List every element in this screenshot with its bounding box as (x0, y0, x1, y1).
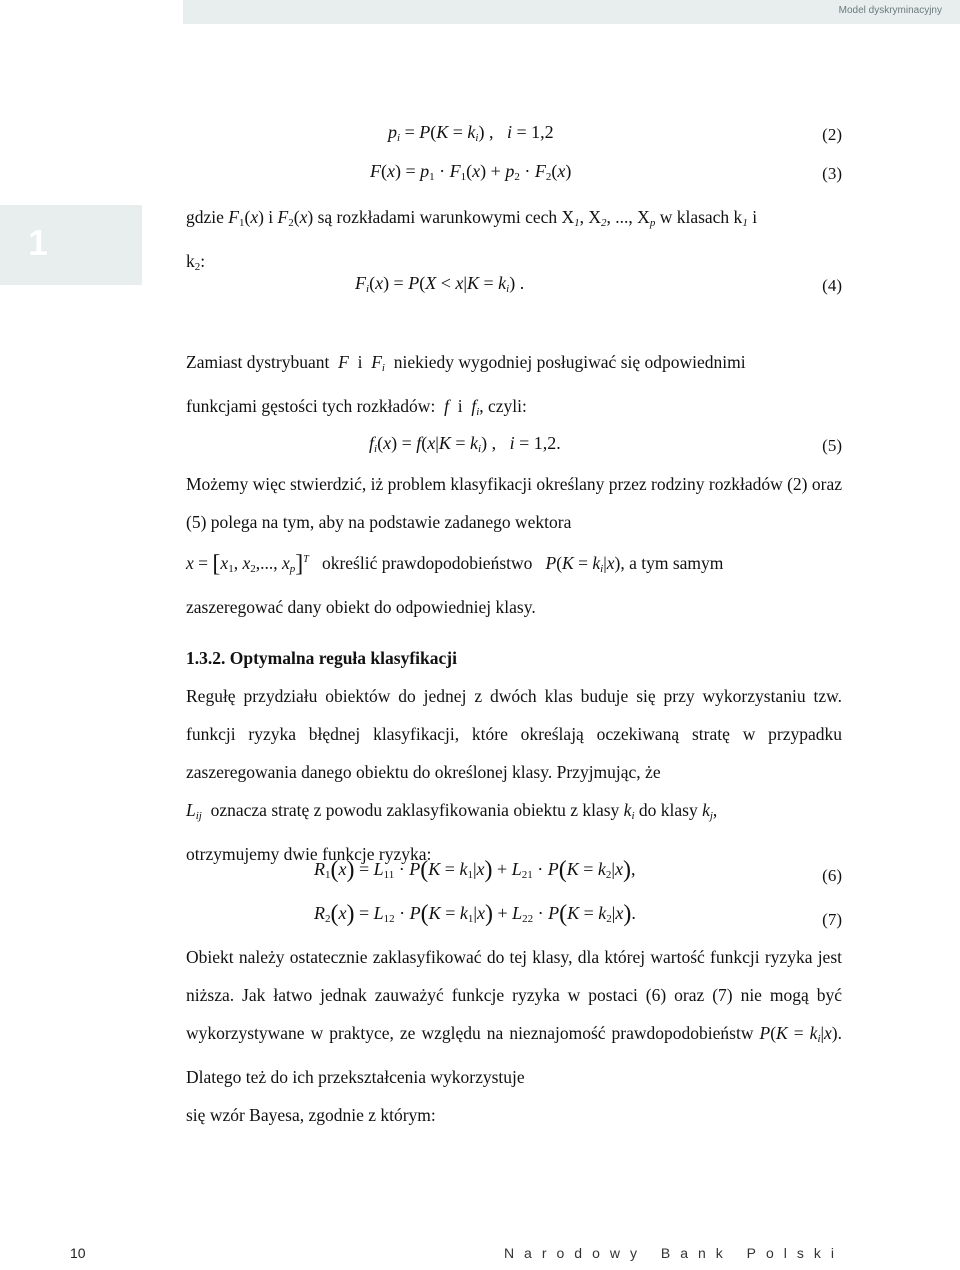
equation-3-label: (3) (822, 164, 842, 183)
equation-6: $R_1(x) = L_{11} \cdot P(K = k_1|x) + L_{21} \cdot P(K = k_2|x)$, (314, 857, 636, 883)
p1-classes: w klasach k (659, 207, 743, 227)
chapter-tab (0, 205, 142, 285)
p4-text-b: oznacza stratę z powodu zaklasyfikowania obiektu z klasy (210, 800, 620, 820)
p3-text-a: Możemy więc stwierdzić, iż problem klasyfikacji określany przez rodziny rozkładów (2) oraz (5) polega na tym, aby na podstawie zadanego wektora (186, 474, 842, 532)
p2-text-d: , czyli: (479, 396, 527, 416)
p1-gdzie: gdzie (186, 207, 224, 227)
equation-2-label: (2) (822, 125, 842, 144)
header-bar (183, 0, 960, 24)
paragraph-bayes: Obiekt należy ostatecznie zaklasyfikować do tej klasy, dla której wartość funkcji ryzyka jest niższa. Jak łatwo jednak zauważyć funkcje ryzyka w postaci (6) oraz (7) nie mogą być wykorzystywane w praktyce, ze względu na nieznajomość prawdopodobieństw $P(K = k_i|x)$. Dlatego też do ich przekształcenia wykorzystuje się wzór Bayesa, zgodnie z którym: (186, 947, 842, 1125)
paragraph-densities: Zamiast dystrybuant F i $F_i$ niekiedy wygodniej posługiwać się odpowiednimi funkcjami gęstości tych rozkładów: f i $f_i$, czyli: (186, 352, 746, 418)
equation-4-label: (4) (822, 276, 842, 295)
p2-text-c: funkcjami gęstości tych rozkładów: (186, 396, 436, 416)
p1-and: i (268, 207, 274, 227)
equation-6-label: (6) (822, 866, 842, 885)
equation-2: $p_i = P(K = k_i)$ , i = 1,2 (388, 122, 554, 144)
paragraph-problem: Możemy więc stwierdzić, iż problem klasyfikacji określany przez rodziny rozkładów (2) oraz (5) polega na tym, aby na podstawie zadanego wektora $x = [x_1$, $x_2$,..., $x_p]^T$ określić prawdopodobieństwo $P(K = k_i|x)$, a tym samym zaszeregować dany obiekt do odpowiedniej klasy. (186, 474, 842, 617)
p5-text-c: się wzór Bayesa, zgodnie z którym: (186, 1105, 436, 1125)
paragraph-distributions: gdzie $F_1(x)$ i $F_2(x)$ są rozkładami warunkowymi cech $X_1$, $X_2$, ..., $X_p$ w klasach $k_1$ i $k_2$: (186, 207, 758, 273)
equation-5: $f_i(x) = f(x|K = k_i)$ , i = 1,2. (369, 433, 561, 455)
page-number: 10 (70, 1245, 86, 1261)
p2-text-b: niekiedy wygodniej posługiwać się odpowiednimi (393, 352, 746, 372)
p5-text-b: . Dlatego też do ich przekształcenia wykorzystuje (186, 1023, 842, 1087)
footer-brand: Narodowy Bank Polski (503, 1245, 844, 1261)
section-title: 1.3.2. Optymalna reguła klasyfikacji (186, 648, 457, 668)
p4-text-c: do klasy (638, 800, 698, 820)
p3-text-c: , a tym samym (620, 552, 724, 573)
p3-text-b: określić prawdopodobieństwo (321, 552, 533, 573)
equation-3: $F(x) = p_1 \cdot F_1(x) + p_2 \cdot F_2(x)$ (370, 161, 572, 183)
running-title: Model dyskryminacyjny (838, 5, 942, 16)
p1-k: k (186, 251, 195, 271)
p1-and-2: i (752, 207, 758, 227)
p3-text-d: zaszeregować dany obiekt do odpowiedniej klasy. (186, 596, 536, 617)
equation-7-label: (7) (822, 910, 842, 929)
p4-text-d: otrzymujemy dwie funkcje ryzyka: (186, 844, 432, 864)
equation-4: $F_i(x) = P(X < x|K = k_i)$ . (355, 273, 525, 295)
equation-5-label: (5) (822, 436, 842, 455)
equation-7: $R_2(x) = L_{12} \cdot P(K = k_1|x) + L_{22} \cdot P(K = k_2|x)$. (314, 901, 636, 927)
paragraph-risk: Regułę przydziału obiektów do jednej z dwóch klas buduje się przy wykorzystaniu tzw. funkcji ryzyka błędnej klasyfikacji, które określają oczekiwaną stratę w przypadku zaszeregowania danego obiektu do określonej klasy. Przyjmując, że $L_{ij}$ oznacza stratę z powodu zaklasyfikowania obiektu z klasy $k_i$ do klasy $k_j$, otrzymujemy dwie funkcje ryzyka: (186, 686, 842, 864)
p5-text-a: Obiekt należy ostatecznie zaklasyfikować do tej klasy, dla której wartość funkcji ryzyka jest niższa. Jak łatwo jednak zauważyć funkcje ryzyka w postaci (6) oraz (7) nie mogą być wykorzystywane w praktyce, ze względu na nieznajomość prawdopodobieństw (186, 947, 842, 1043)
chapter-number: 1 (28, 222, 49, 263)
p2-text-a: Zamiast dystrybuant (186, 352, 330, 372)
p4-text-a: Regułę przydziału obiektów do jednej z dwóch klas buduje się przy wykorzystaniu tzw. funkcji ryzyka błędnej klasyfikacji, które określają oczekiwaną stratę w przypadku zaszeregowania danego obiektu do określonej klasy. Przyjmując, że (186, 686, 842, 782)
p1-text: są rozkładami warunkowymi cech X (317, 207, 575, 227)
